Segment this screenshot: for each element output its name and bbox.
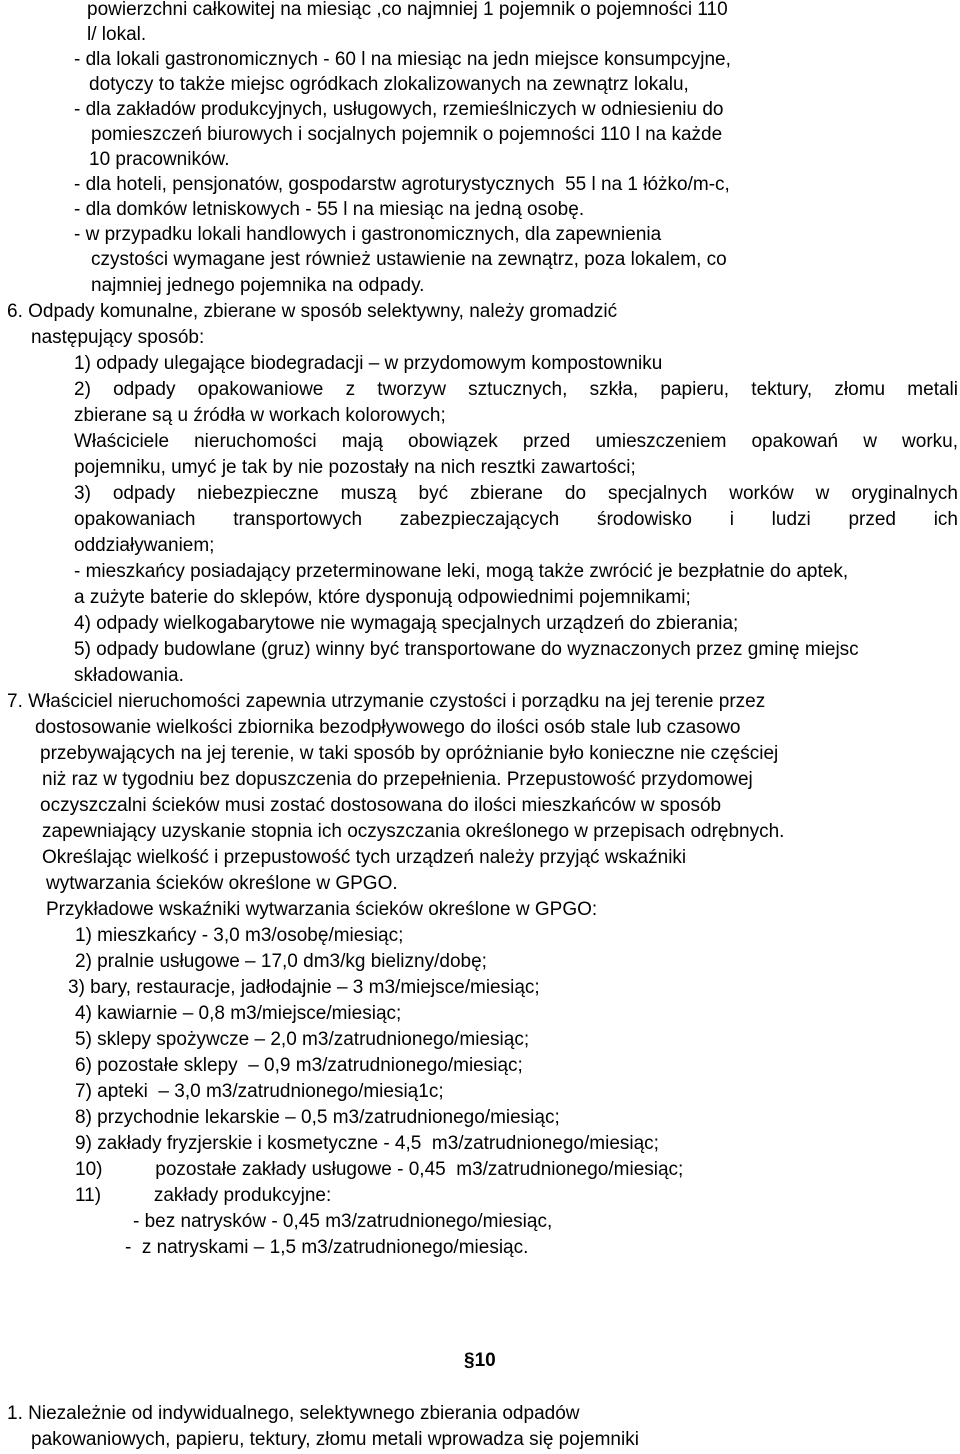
text-line: - dla zakładów produkcyjnych, usługowych, rzemieślniczych w odniesieniu do <box>74 99 724 120</box>
indicator-item: 11) zakłady produkcyjne: <box>75 1185 332 1206</box>
text-line: niż raz w tygodniu bez dopuszczenia do przepełnienia. Przepustowość przydomowej <box>42 769 753 790</box>
section-heading: 7. Właściciel nieruchomości zapewnia utrzymanie czystości i porządku na jej terenie przez <box>7 691 766 712</box>
indicator-item: 3) bary, restauracje, jadłodajnie – 3 m3/miejsce/miesiąc; <box>68 977 540 998</box>
text-line: opakowaniach transportowych zabezpieczających środowisko i ludzi przed ich <box>74 509 958 530</box>
indicator-item: 4) kawiarnie – 0,8 m3/miejsce/miesiąc; <box>75 1003 402 1024</box>
indicator-item: 8) przychodnie lekarskie – 0,5 m3/zatrudnionego/miesiąc; <box>75 1107 560 1128</box>
list-item: 4) odpady wielkogabarytowe nie wymagają specjalnych urządzeń do zbierania; <box>74 613 739 634</box>
indicator-item: 5) sklepy spożywcze – 2,0 m3/zatrudnionego/miesiąc; <box>75 1029 530 1050</box>
list-item: 5) odpady budowlane (gruz) winny być transportowane do wyznaczonych przez gminę miejsc <box>74 639 859 660</box>
indicator-item: 2) pralnie usługowe – 17,0 dm3/kg bielizny/dobę; <box>75 951 487 972</box>
text-line: oczyszczalni ścieków musi zostać dostosowana do ilości mieszkańców w sposób <box>40 795 722 816</box>
text-line: l/ lokal. <box>87 24 147 45</box>
text-line: przebywających na jej terenie, w taki sposób by opróżnianie było konieczne nie częściej <box>40 743 779 764</box>
text-line: pomieszczeń biurowych i socjalnych pojemnik o pojemności 110 l na każde <box>91 124 723 145</box>
indicator-item: 9) zakłady fryzjerskie i kosmetyczne - 4,5 m3/zatrudnionego/miesiąc; <box>75 1133 659 1154</box>
text-line: powierzchni całkowitej na miesiąc ,co najmniej 1 pojemnik o pojemności 110 <box>87 0 728 20</box>
text-line: dotyczy to także miejsc ogródkach zlokalizowanych na zewnątrz lokalu, <box>89 74 689 95</box>
paragraph-heading: §10 <box>464 1350 496 1371</box>
text-line: Właściciele nieruchomości mają obowiązek przed umieszczeniem opakowań w worku, <box>74 431 958 452</box>
indicator-item: 10) pozostałe zakłady usługowe - 0,45 m3/zatrudnionego/miesiąc; <box>75 1159 684 1180</box>
text-line: - dla hoteli, pensjonatów, gospodarstw agroturystycznych 55 l na 1 łóżko/m-c, <box>74 174 730 195</box>
text-line: zapewniający uzyskanie stopnia ich oczyszczania określonego w przepisach odrębnych. <box>42 821 785 842</box>
text-line: - mieszkańcy posiadający przeterminowane leki, mogą także zwrócić je bezpłatnie do aptek, <box>74 561 849 582</box>
text-line: a zużyte baterie do sklepów, które dysponują odpowiednimi pojemnikami; <box>74 587 691 608</box>
text-line: oddziaływaniem; <box>74 535 215 556</box>
text-line: następujący sposób: <box>31 327 205 348</box>
text-line: najmniej jednego pojemnika na odpady. <box>91 275 425 296</box>
text-line: Określając wielkość i przepustowość tych urządzeń należy przyjąć wskaźniki <box>42 847 687 868</box>
text-line: 1. Niezależnie od indywidualnego, selektywnego zbierania odpadów <box>7 1403 580 1424</box>
text-line: Przykładowe wskaźniki wytwarzania ścieków określone w GPGO: <box>46 899 598 920</box>
list-item: 3) odpady niebezpieczne muszą być zbierane do specjalnych worków w oryginalnych <box>74 483 958 504</box>
text-line: pojemniku, umyć je tak by nie pozostały na nich resztki zawartości; <box>74 457 636 478</box>
text-line: czystości wymagane jest również ustawienie na zewnątrz, poza lokalem, co <box>91 249 727 270</box>
text-line: - w przypadku lokali handlowych i gastronomicznych, dla zapewnienia <box>74 224 662 245</box>
text-line: - dla lokali gastronomicznych - 60 l na miesiąc na jedn miejsce konsumpcyjne, <box>74 49 731 70</box>
text-line: dostosowanie wielkości zbiornika bezodpływowego do ilości osób stale lub czasowo <box>35 717 741 738</box>
text-line: - dla domków letniskowych - 55 l na miesiąc na jedną osobę. <box>74 199 585 220</box>
text-line: 10 pracowników. <box>89 149 230 170</box>
list-item: 2) odpady opakowaniowe z tworzyw sztucznych, szkła, papieru, tektury, złomu metali <box>74 379 958 400</box>
indicator-item: 6) pozostałe sklepy – 0,9 m3/zatrudnionego/miesiąc; <box>75 1055 523 1076</box>
indicator-item: 7) apteki – 3,0 m3/zatrudnionego/miesią1c; <box>75 1081 444 1102</box>
text-line: pakowaniowych, papieru, tektury, złomu metali wprowadza się pojemniki <box>31 1429 639 1450</box>
indicator-item: 1) mieszkańcy - 3,0 m3/osobę/miesiąc; <box>75 925 404 946</box>
text-line: wytwarzania ścieków określone w GPGO. <box>46 873 398 894</box>
indicator-subitem: - z natryskami – 1,5 m3/zatrudnionego/miesiąc. <box>125 1237 529 1258</box>
indicator-subitem: - bez natrysków - 0,45 m3/zatrudnionego/miesiąc, <box>133 1211 553 1232</box>
section-heading: 6. Odpady komunalne, zbierane w sposób selektywny, należy gromadzić <box>7 301 618 322</box>
text-line: zbierane są u źródła w workach kolorowych; <box>74 405 446 426</box>
text-line: składowania. <box>74 665 184 686</box>
list-item: 1) odpady ulegające biodegradacji – w przydomowym kompostowniku <box>74 353 663 374</box>
